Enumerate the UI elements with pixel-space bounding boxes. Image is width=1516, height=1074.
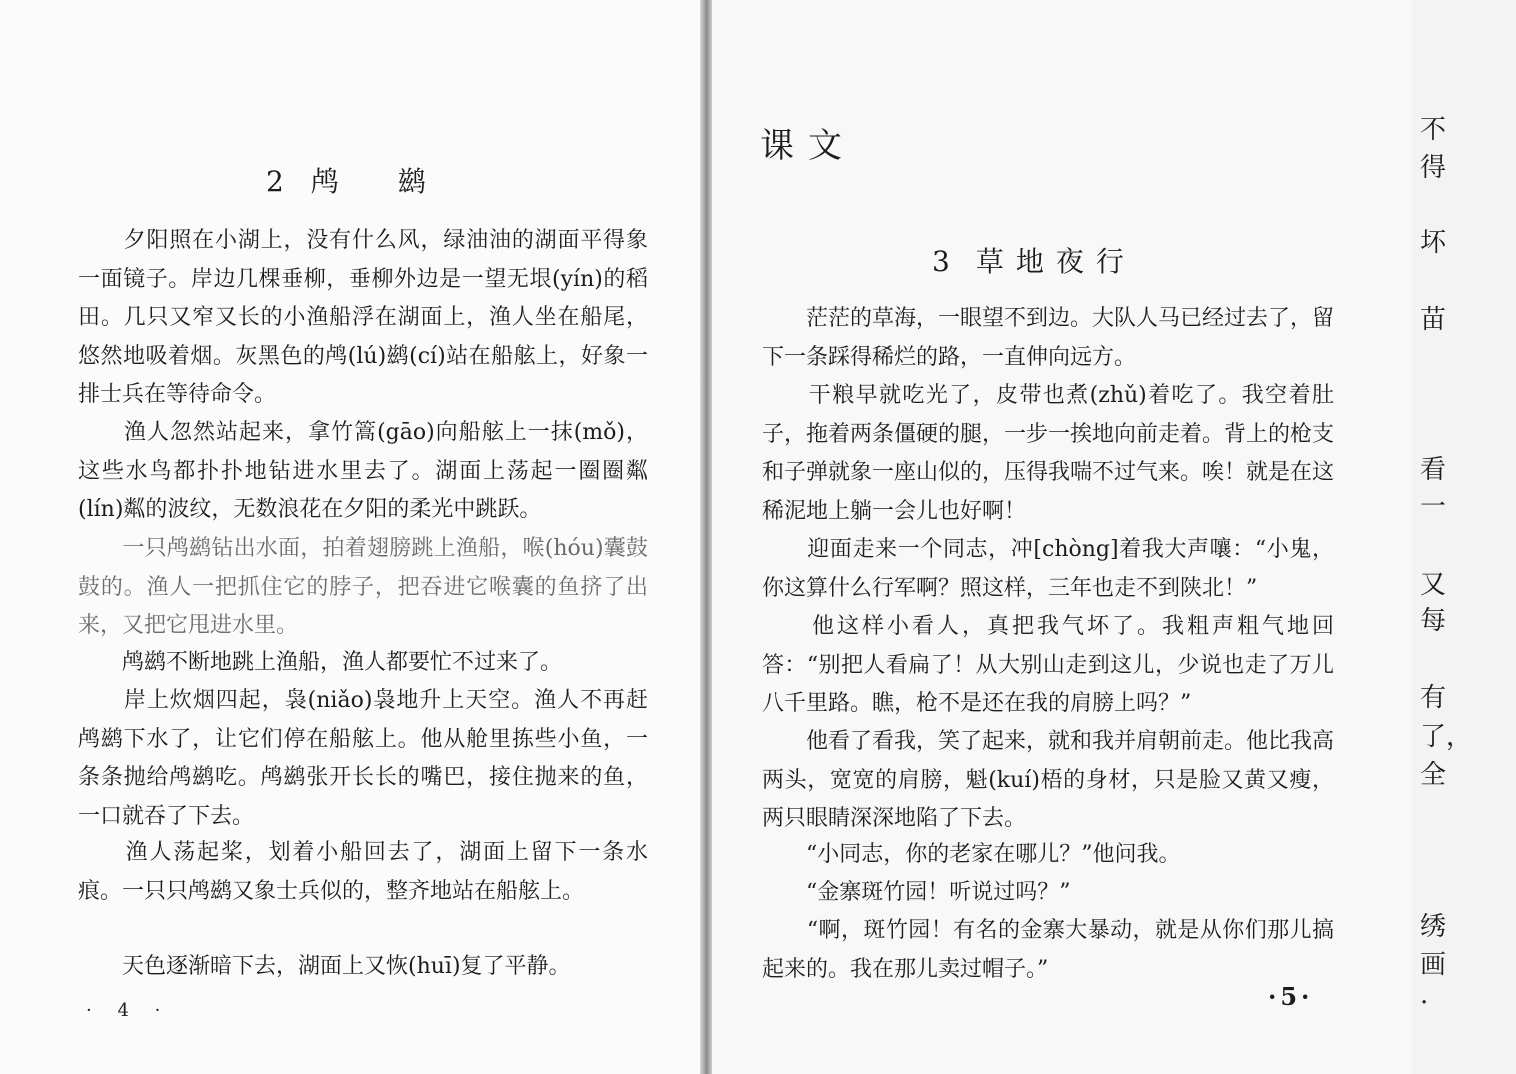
paragraph: 渔人忽然站起来，拿竹篙(gāo)向船舷上一抹(mǒ)，这些水鸟都扑扑地钻进水里去了。湖面上荡起一圈圈粼(lín)粼的波纹，无数浪花在夕阳的柔光中跳跃。 [78,420,648,522]
paragraph: 茫茫的草海，一眼望不到边。大队人马已经过去了，留下一条踩得稀烂的路，一直伸向远方。 [762,306,1335,370]
section-label: 课文 [760,126,856,166]
paragraph: “啊，斑竹园！有名的金寨大暴动，就是从你们那儿搞起来的。我在那儿卖过帽子。” [762,918,1334,982]
edge-fragment: 一 [1420,492,1447,522]
paragraph: 渔人荡起桨，划着小船回去了，湖面上留下一条水痕。一只只鸬鹚又象士兵似的，整齐地站在船舷上。 [78,840,648,904]
paragraph: 迎面走来一个同志，冲[chòng]着我大声嚷：“小鬼，你这算什么行军啊？照这样，三年也走不到陕北！” [762,537,1334,601]
edge-fragment: 有 [1420,683,1447,713]
edge-fragment: 画 [1420,950,1447,980]
lesson-title [932,240,1136,280]
paragraph: 岸上炊烟四起，袅(niǎo)袅地升上天空。渔人不再赶鸬鹚下水了，让它们停在船舷上。他从舱里拣些小鱼，一条条抛给鸬鹚吃。鸬鹚张开长长的嘴巴，接住抛来的鱼，一口就吞了下去。 [78,688,648,829]
lesson-number: 3 [932,245,962,278]
paragraph: “小同志，你的老家在哪儿？”他问我。 [762,842,1181,867]
edge-fragment: 全 [1420,760,1447,790]
left-page [0,0,700,1074]
edge-fragment: 又 [1420,570,1447,600]
edge-fragment: 不 [1420,115,1447,145]
title-text: 草地夜行 [975,245,1136,278]
paragraph: 鸬鹚不断地跳上渔船，渔人都要忙不过来了。 [78,650,563,675]
right-page [712,0,1412,1074]
paragraph: “金寨斑竹园！听说过吗？” [762,880,1071,905]
adjacent-page-edge [1412,0,1516,1074]
title-char: 鹚 [397,165,429,198]
edge-fragment: 坏 [1420,228,1447,258]
edge-fragment: 苗 [1420,305,1447,335]
edge-fragment: 得 [1420,153,1447,183]
title-char: 鸬 [310,165,342,198]
edge-fragment: 每 [1420,606,1447,636]
lesson-title [266,160,429,200]
paragraph: 天色逐渐暗下去，湖面上又恢(huī)复了平静。 [78,954,571,979]
paragraph: 夕阳照在小湖上，没有什么风，绿油油的湖面平得象一面镜子。岸边几棵垂柳，垂柳外边是一望无垠(yín)的稻田。几只又窄又长的小渔船浮在湖面上，渔人坐在船尾，悠然地吸着烟。灰黑色的鸬(lú)鹚(cí)站在船舷上，好象一排士兵在等待命令。 [78,228,648,407]
edge-fragment: · [1420,988,1429,1018]
lesson-number: 2 [266,165,287,198]
book-gutter [700,0,712,1074]
edge-fragment: 绣 [1420,912,1447,942]
paragraph: 他看了看我，笑了起来，就和我并肩朝前走。他比我高两头，宽宽的肩膀，魁(kuí)梧的身材，只是脸又黄又瘦，两只眼睛深深地陷了下去。 [762,729,1335,831]
paragraph: 干粮早就吃光了，皮带也煮(zhǔ)着吃了。我空着肚子，拖着两条僵硬的腿，一步一挨地向前走着。背上的枪支和子弹就象一座山似的，压得我喘不过气来。唉！就是在这稀泥地上躺一会儿也好啊！ [762,383,1335,524]
edge-fragment: 了， [1420,722,1473,752]
paragraph: 一只鸬鹚钻出水面，拍着翅膀跳上渔船，喉(hóu)囊鼓鼓的。渔人一把抓住它的脖子，把吞进它喉囊的鱼挤了出来，又把它甩进水里。 [78,536,648,638]
paragraph: 他这样小看人，真把我气坏了。我粗声粗气地回答：“别把人看扁了！从大别山走到这儿，少说也走了万儿八千里路。瞧，枪不是还在我的肩膀上吗？” [762,614,1334,716]
page-number: ·5· [1268,982,1314,1011]
edge-fragment: 看 [1420,455,1447,485]
page-number: · 4 · [86,1000,171,1021]
